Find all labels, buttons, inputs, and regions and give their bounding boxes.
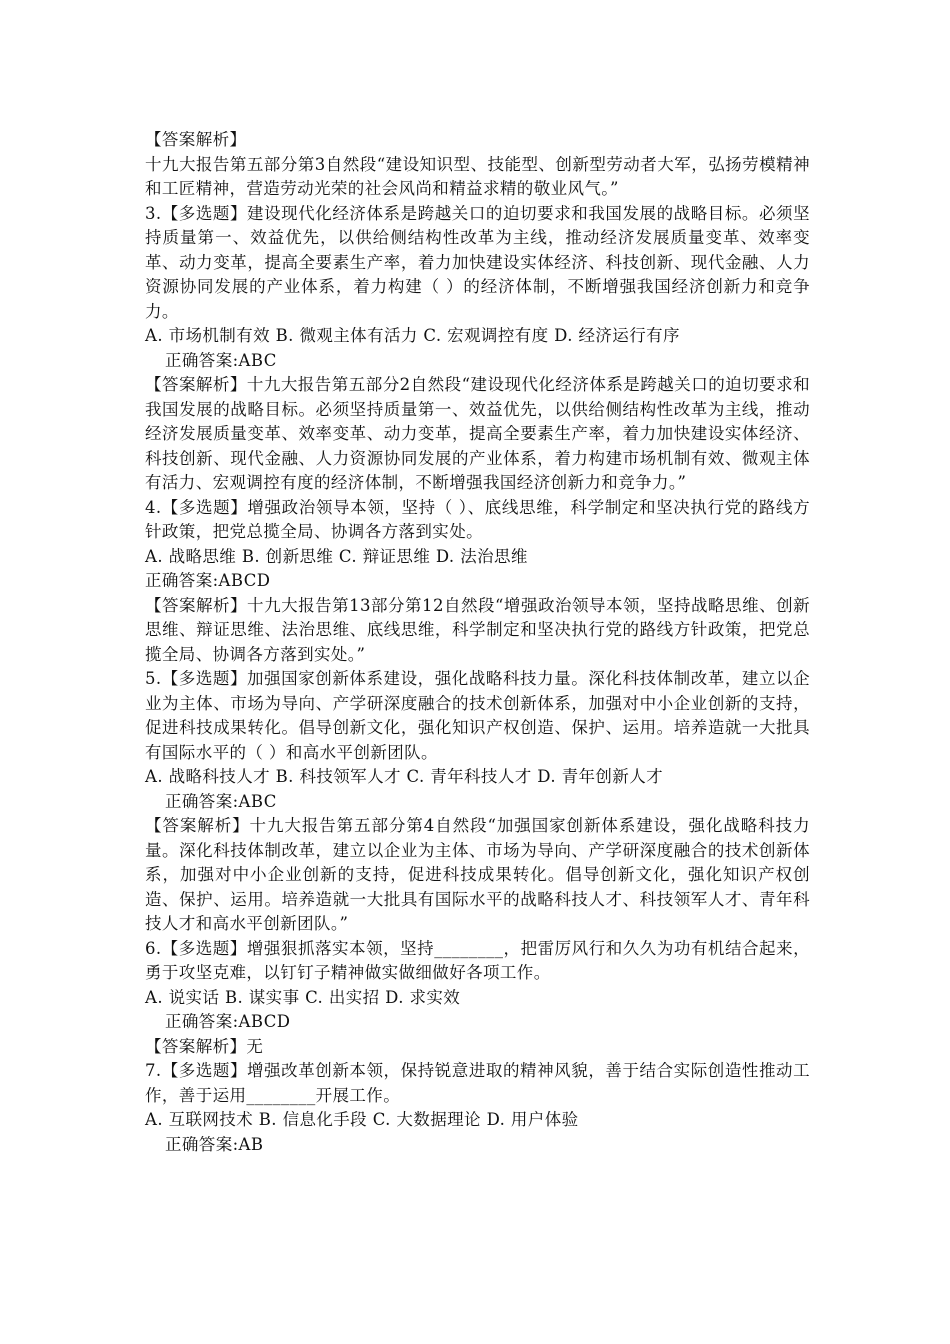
- answer-options: A. 战略思维 B. 创新思维 C. 辩证思维 D. 法治思维: [145, 546, 528, 566]
- answer-options: A. 互联网技术 B. 信息化手段 C. 大数据理论 D. 用户体验: [145, 1110, 579, 1129]
- text-paragraph: 十九大报告第五部分第3自然段“建设知识型、技能型、创新型劳动者大军，弘扬劳模精神和工匠精神，营造劳动光荣的社会风尚和精益求精的敬业风气。”: [145, 154, 810, 198]
- question-text: 5.【多选题】加强国家创新体系建设，强化战略科技力量。深化科技体制改革，建立以企业为主体、市场为导向、产学研深度融合的技术创新体系，加强对中小企业创新的支持，促进科技成果转化。倡导创新文化，强化知识产权创造、保护、运用。培养造就一大批具有国际水平的（ ）和高水平创新团队。: [145, 669, 810, 762]
- question-text: 7.【多选题】增强改革创新本领，保持锐意进取的精神风貌，善于结合实际创造性推动工作，善于运用________开展工作。: [145, 1061, 810, 1105]
- correct-answer: 正确答案:ABC: [165, 791, 277, 811]
- answer-options: A. 说实话 B. 谋实事 C. 出实招 D. 求实效: [145, 987, 461, 1007]
- question-text: 4.【多选题】增强政治领导本领，坚持（ ）、底线思维，科学制定和坚决执行党的路线方针政策，把党总揽全局、协调各方落到实处。: [145, 497, 810, 541]
- answer-options: A. 市场机制有效 B. 微观主体有活力 C. 宏观调控有度 D. 经济运行有序: [145, 326, 680, 345]
- correct-answer: 正确答案:AB: [165, 1134, 264, 1154]
- question-text: 6.【多选题】增强狠抓落实本领，坚持________，把雷厉风行和久久为功有机结合起来，勇于攻坚克难，以钉钉子精神做实做细做好各项工作。: [145, 938, 810, 982]
- answer-explanation: 【答案解析】十九大报告第13部分第12自然段“增强政治领导本领，坚持战略思维、创新思维、辩证思维、法治思维、底线思维，科学制定和坚决执行党的路线方针政策，把党总揽全局、协调各方落到实处。”: [145, 595, 810, 664]
- correct-answer: 正确答案:ABCD: [165, 1012, 291, 1031]
- answer-explanation: 【答案解析】: [145, 130, 247, 149]
- correct-answer: 正确答案:ABC: [165, 350, 277, 370]
- answer-explanation: 【答案解析】十九大报告第五部分2自然段“建设现代化经济体系是跨越关口的迫切要求和我国发展的战略目标。必须坚持质量第一、效益优先，以供给侧结构性改革为主线，推动经济发展质量变革、效率变革、动力变革，提高全要素生产率，着力加快建设实体经济、科技创新、现代金融、人力资源协同发展的产业体系，着力构建市场机制有效、微观主体有活力、宏观调控有度的经济体制，不断增强我国经济创新力和竞争力。”: [145, 375, 810, 492]
- correct-answer: 正确答案:ABCD: [145, 571, 271, 590]
- answer-explanation: 【答案解析】十九大报告第五部分第4自然段“加强国家创新体系建设，强化战略科技力量。深化科技体制改革，建立以企业为主体、市场为导向、产学研深度融合的技术创新体系，加强对中小企业创新的支持，促进科技成果转化。倡导创新文化，强化知识产权创造、保护、运用。培养造就一大批具有国际水平的战略科技人才、科技领军人才、青年科技人才和高水平创新团队。”: [145, 816, 810, 933]
- document-page: [145, 128, 810, 1157]
- answer-explanation: 【答案解析】无: [145, 1036, 264, 1056]
- question-text: 3.【多选题】建设现代化经济体系是跨越关口的迫切要求和我国发展的战略目标。必须坚持质量第一、效益优先，以供给侧结构性改革为主线，推动经济发展质量变革、效率变革、动力变革，提高全要素生产率，着力加快建设实体经济、科技创新、现代金融、人力资源协同发展的产业体系，着力构建（ ）的经济体制，不断增强我国经济创新力和竞争力。: [145, 203, 810, 321]
- answer-options: A. 战略科技人才 B. 科技领军人才 C. 青年科技人才 D. 青年创新人才: [145, 767, 664, 786]
